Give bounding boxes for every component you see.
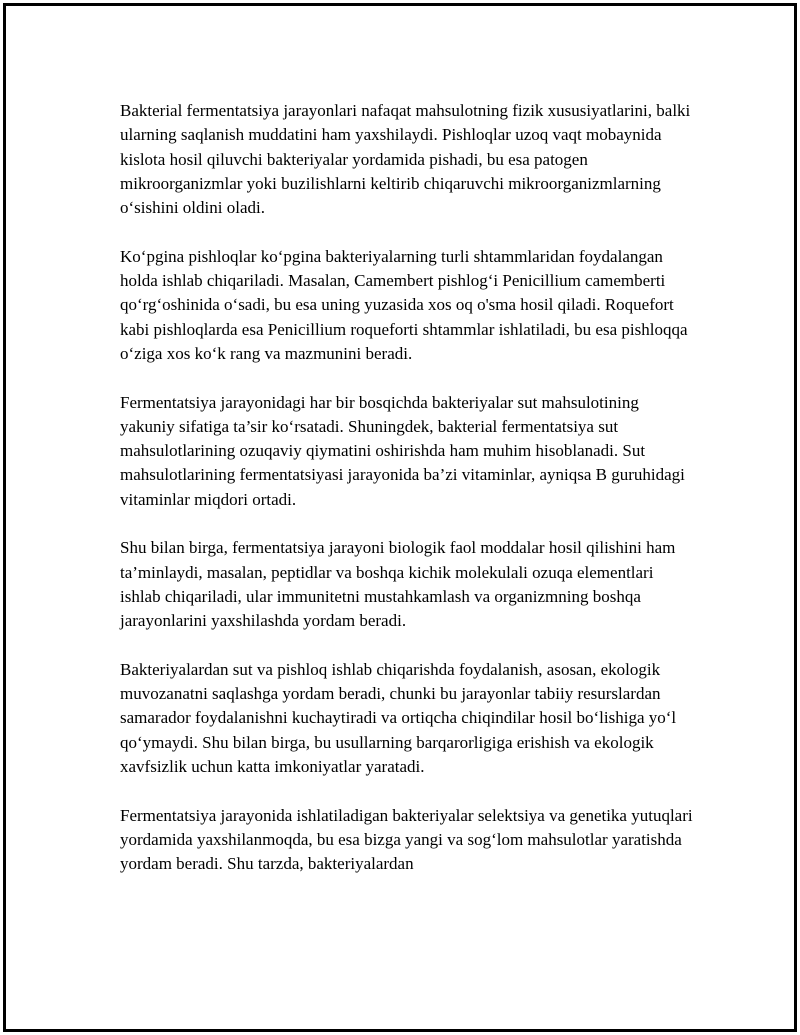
paragraph-6: Fermentatsiya jarayonida ishlatiladigan bakteriyalar selektsiya va genetika yutuqlari yordamida yaxshilanmoqda, bu esa bizga yangi va sog‘lom mahsulotlar yaratishda yordam beradi. Shu tarzda, bakteriyalardan (120, 805, 693, 874)
page-frame (3, 3, 797, 1032)
document-body (120, 99, 695, 877)
paragraph-3: Fermentatsiya jarayonidagi har bir bosqichda bakteriyalar sut mahsulotining yakuniy sifatiga ta’sir ko‘rsatadi. Shuningdek, bakterial fermentatsiya sut mahsulotlarining ozuqaviy qiymatini oshirishda ham muhim hisoblanadi. Sut mahsulotlarining fermentatsiyasi jarayonida ba’zi vitaminlar, ayniqsa B guruhidagi vitaminlar miqdori ortadi. (120, 392, 685, 509)
paragraph-1: Bakterial fermentatsiya jarayonlari nafaqat mahsulotning fizik xususiyatlarini, balki ularning saqlanish muddatini ham yaxshilaydi. Pishloqlar uzoq vaqt mobaynida kislota hosil qiluvchi bakteriyalar yordamida pishadi, bu esa patogen mikroorganizmlar yoki buzilishlarni keltirib chiqaruvchi mikroorganizmlarning o‘sishini oldini oladi. (120, 101, 691, 218)
paragraph-2: Ko‘pgina pishloqlar ko‘pgina bakteriyalarning turli shtammlaridan foydalangan holda ishlab chiqariladi. Masalan, Camembert pishlog‘i Penicillium camemberti qo‘rg‘oshinida o‘sadi, bu esa uning yuzasida xos oq o'sma hosil qiladi. Roquefort kabi pishloqlarda esa Penicillium roqueforti shtammlar ishlatiladi, bu esa pishloqqa o‘ziga xos ko‘k rang va mazmunini beradi. (120, 246, 688, 363)
paragraph-4: Shu bilan birga, fermentatsiya jarayoni biologik faol moddalar hosil qilishini ham ta’minlaydi, masalan, peptidlar va boshqa kichik molekulali ozuqa elementlari ishlab chiqariladi, ular immunitetni mustahkamlash va organizmning boshqa jarayonlarini yaxshilashda yordam beradi. (120, 538, 676, 631)
paragraph-5: Bakteriyalardan sut va pishloq ishlab chiqarishda foydalanish, asosan, ekologik muvozanatni saqlashga yordam beradi, chunki bu jarayonlar tabiiy resurslardan samarador foydalanishni kuchaytiradi va ortiqcha chiqindilar hosil bo‘lishiga yo‘l qo‘ymaydi. Shu bilan birga, bu usullarning barqarorligiga erishish va ekologik xavfsizlik uchun katta imkoniyatlar yaratadi. (120, 659, 677, 777)
